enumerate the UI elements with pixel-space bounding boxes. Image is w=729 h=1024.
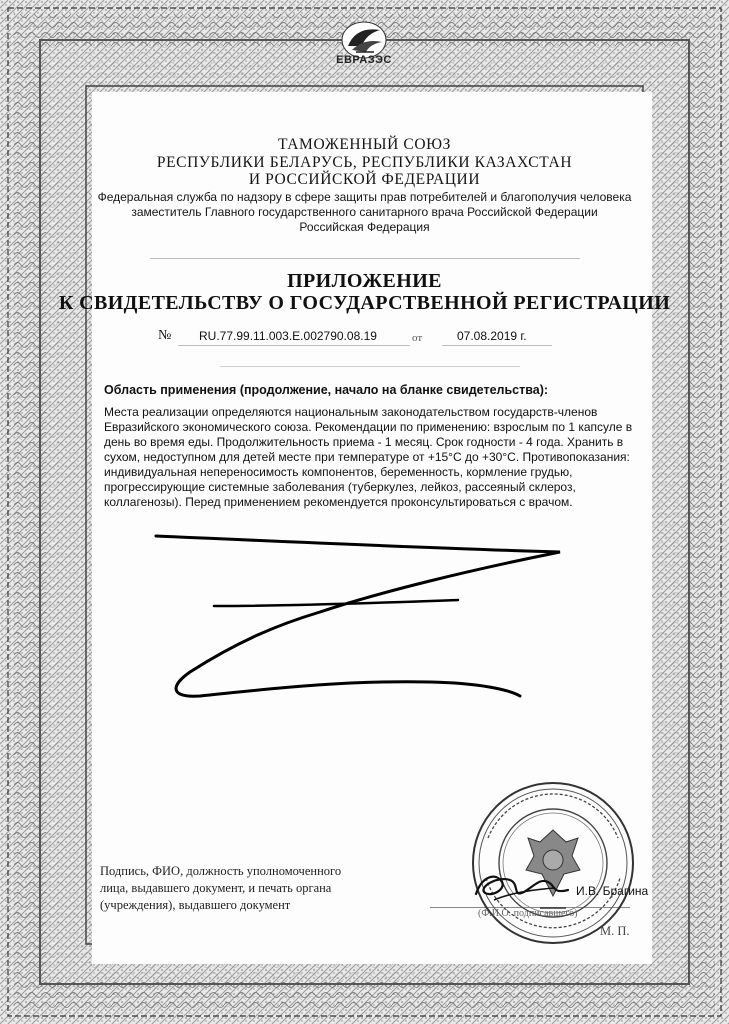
republics-heading-line2: И РОССИЙСКОЙ ФЕДЕРАЦИИ xyxy=(248,171,481,188)
signature-scribble xyxy=(468,864,578,908)
agency-line1: Федеральная служба по надзору в сфере защиты прав потребителей и благополучия человека xyxy=(97,190,632,204)
official-seal-stamp xyxy=(468,778,638,948)
scope-line: Места реализации определяются национальным законодательством государств-членов xyxy=(104,405,598,419)
document-title: ПРИЛОЖЕНИЕ xyxy=(287,270,442,292)
footer-line2: лица, выдавшего документ, и печать органа xyxy=(100,881,332,895)
scope-line: день во время еды. Продолжительность приема - 1 месяц. Срок годности - 4 года. Хранить в xyxy=(104,435,624,449)
scope-line: коллагенозы). Перед применением рекомендуется проконсультироваться с врачом. xyxy=(104,495,573,509)
registration-number: RU.77.99.11.003.E.002790.08.19 xyxy=(199,329,377,343)
number-sign: № xyxy=(158,328,172,343)
republics-heading-line1: РЕСПУБЛИКИ БЕЛАРУСЬ, РЕСПУБЛИКИ КАЗАХСТАН xyxy=(156,154,573,171)
footer-line1: Подпись, ФИО, должность уполномоченного xyxy=(100,864,342,878)
country-line: Российская Федерация xyxy=(299,220,430,234)
registration-date: 07.08.2019 г. xyxy=(457,329,527,343)
seal-place-mark: М. П. xyxy=(600,924,630,938)
date-prefix: от xyxy=(412,332,423,344)
scope-line: индивидуальная непереносимость компонентов, беременность, кормление грудью, xyxy=(104,465,573,479)
signature-caption: (Ф.И.О. подписавшего) xyxy=(478,908,578,919)
agency-line2: заместитель Главного государственного санитарного врача Российской Федерации xyxy=(131,205,598,219)
signatory-name: И.В. Брагина xyxy=(576,884,649,898)
union-heading: ТАМОЖЕННЫЙ СОЮЗ xyxy=(277,136,452,153)
scope-heading: Область применения (продолжение, начало на бланке свидетельства): xyxy=(104,383,549,397)
scope-line: сухом, недоступном для детей месте при температуре от +15°С до +30°С. Противопоказания: xyxy=(104,450,630,464)
document-subtitle: К СВИДЕТЕЛЬСТВУ О ГОСУДАРСТВЕННОЙ РЕГИСТРАЦИИ xyxy=(58,292,671,314)
scope-line: Евразийского экономического союза. Рекомендации по применению: взрослым по 1 капсуле в xyxy=(104,420,633,434)
scope-line: прогрессирующие системные заболевания (туберкулез, лейкоз, рассеяный склероз, xyxy=(104,480,576,494)
footer-line3: (учреждения), выдавшего документ xyxy=(100,898,291,912)
emblem-caption: ЕВРАЗЭС xyxy=(336,54,392,66)
